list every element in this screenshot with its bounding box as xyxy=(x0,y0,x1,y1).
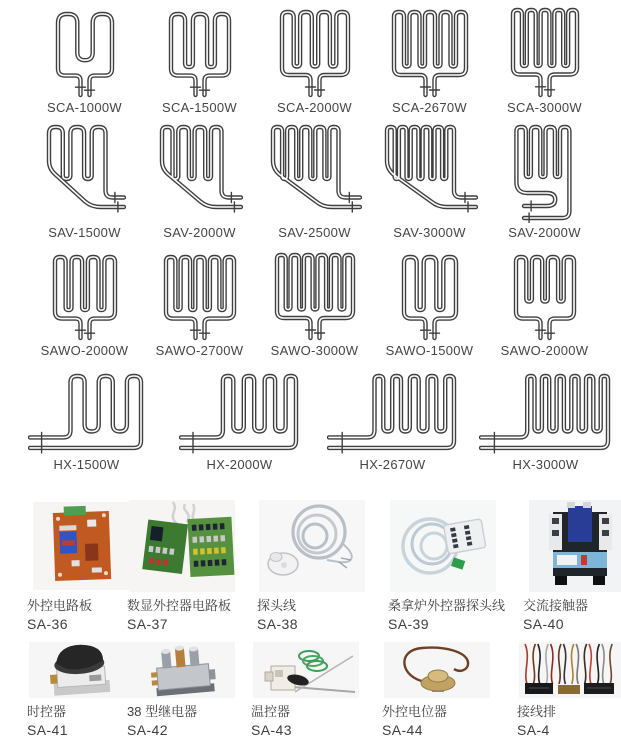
part-photo-sa-41 xyxy=(27,640,137,700)
heating-element-drawing xyxy=(479,371,613,455)
heating-element-drawing xyxy=(327,371,459,455)
model-label: SCA-1000W xyxy=(47,100,122,115)
model-label: SAV-2500W xyxy=(278,225,351,240)
part-photo-sa-37 xyxy=(127,498,237,594)
part-item-sa-40 xyxy=(523,498,620,638)
part-code-label: SA-39 xyxy=(388,615,429,632)
part-photo-sa-39 xyxy=(388,498,498,594)
part-item-sa-4 xyxy=(517,640,614,738)
heating-element-drawing xyxy=(162,253,238,341)
part-label xyxy=(523,598,588,633)
parts-row-2 xyxy=(0,640,621,736)
heating-element-drawing xyxy=(51,253,119,341)
part-code-label: SA-4 xyxy=(517,721,550,738)
model-label: HX-2670W xyxy=(359,457,426,472)
heater-item-sca-3000w xyxy=(487,6,602,115)
heater-row-hx xyxy=(0,358,621,472)
part-code-label: SA-44 xyxy=(382,721,423,738)
probe-cable-image xyxy=(257,498,367,594)
part-name-label: 交流接触器 xyxy=(523,598,589,613)
part-item-sa-37 xyxy=(127,498,257,638)
parts-section xyxy=(0,498,621,736)
part-photo-sa-42 xyxy=(127,640,237,700)
heater-item-sawo-3000w xyxy=(257,248,372,358)
part-name-label: 接线排 xyxy=(517,704,557,719)
part-label xyxy=(251,704,292,738)
wire-harness-image xyxy=(517,640,621,700)
part-item-sa-44 xyxy=(382,640,517,738)
heating-element-drawing xyxy=(157,123,243,223)
heating-element-drawing xyxy=(509,6,581,98)
heater-row-sawo xyxy=(0,240,621,358)
model-label: SAWO-3000W xyxy=(270,343,359,358)
model-label: HX-3000W xyxy=(512,457,579,472)
part-item-sa-41 xyxy=(27,640,127,738)
potentiometer-image xyxy=(382,640,492,700)
heater-item-sawo-2000w xyxy=(27,248,142,358)
heating-element-drawing xyxy=(273,251,357,341)
part-photo-sa-40 xyxy=(523,498,621,594)
part-item-sa-38 xyxy=(257,498,388,638)
model-label: SAWO-2700W xyxy=(155,343,244,358)
heater-item-sawo-2700w xyxy=(142,248,257,358)
heater-item-sav-1500w xyxy=(27,118,142,240)
heater-row-sca xyxy=(0,0,621,115)
part-name-label: 时控器 xyxy=(27,704,67,719)
thermostat-image xyxy=(251,640,361,700)
heating-element-drawing xyxy=(400,253,460,341)
heating-element-drawing xyxy=(278,8,352,98)
part-photo-sa-43 xyxy=(251,640,361,700)
part-code-label: SA-37 xyxy=(127,615,168,632)
model-label: SAWO-2000W xyxy=(500,343,589,358)
heating-element-drawing xyxy=(44,123,126,223)
part-label xyxy=(127,598,231,633)
heater-item-sca-1500w xyxy=(142,6,257,115)
heater-row-sav xyxy=(0,112,621,240)
board-green-image xyxy=(127,498,237,594)
heater-item-sav-2000w xyxy=(487,118,602,240)
heater-item-sca-1000w xyxy=(27,6,142,115)
part-name-label: 38 型继电器 xyxy=(127,704,198,719)
part-name-label: 外控电路板 xyxy=(27,598,93,613)
model-label: HX-1500W xyxy=(53,457,120,472)
part-code-label: SA-42 xyxy=(127,721,168,738)
part-label xyxy=(257,598,298,633)
heater-item-hx-2670w xyxy=(316,370,469,472)
heater-item-sawo-1500w xyxy=(372,248,487,358)
heater-item-sawo-2000w xyxy=(487,248,602,358)
heating-element-drawing xyxy=(167,10,233,98)
part-photo-sa-36 xyxy=(27,498,137,594)
model-label: SCA-2000W xyxy=(277,100,352,115)
model-label: SAV-3000W xyxy=(393,225,466,240)
part-code-label: SA-40 xyxy=(523,615,564,632)
part-name-label: 数显外控器电路板 xyxy=(127,598,232,613)
model-label: HX-2000W xyxy=(206,457,273,472)
model-label: SAWO-1500W xyxy=(385,343,474,358)
controller-cable-image xyxy=(388,498,498,594)
part-photo-sa-38 xyxy=(257,498,367,594)
part-photo-sa-44 xyxy=(382,640,492,700)
heating-element-drawing xyxy=(512,253,578,341)
model-label: SAV-2000W xyxy=(163,225,236,240)
part-code-label: SA-41 xyxy=(27,721,68,738)
model-label: SCA-1500W xyxy=(162,100,237,115)
part-label xyxy=(388,598,505,633)
part-name-label: 桑拿炉外控器探头线 xyxy=(388,598,506,613)
relay-image xyxy=(127,640,237,700)
heating-element-drawing xyxy=(268,123,362,223)
part-label xyxy=(127,704,197,738)
heating-element-drawing xyxy=(382,123,478,223)
heating-element-drawing xyxy=(503,123,587,223)
heating-element-drawing xyxy=(390,8,470,98)
part-name-label: 探头线 xyxy=(257,598,297,613)
heater-item-hx-2000w xyxy=(163,370,316,472)
parts-row-1 xyxy=(0,498,621,638)
heater-item-sca-2000w xyxy=(257,6,372,115)
heating-element-drawing xyxy=(179,371,301,455)
part-photo-sa-4 xyxy=(517,640,621,700)
part-item-sa-39 xyxy=(388,498,523,638)
part-code-label: SA-36 xyxy=(27,615,68,632)
heater-item-sav-2000w xyxy=(142,118,257,240)
part-code-label: SA-38 xyxy=(257,615,298,632)
heater-item-sca-2670w xyxy=(372,6,487,115)
part-label xyxy=(27,704,68,738)
contactor-image xyxy=(523,498,621,594)
part-item-sa-43 xyxy=(251,640,382,738)
heater-item-hx-1500w xyxy=(10,370,163,472)
part-name-label: 外控电位器 xyxy=(382,704,448,719)
part-item-sa-36 xyxy=(27,498,127,638)
heater-item-sav-2500w xyxy=(257,118,372,240)
heater-item-hx-3000w xyxy=(469,370,621,472)
model-label: SAV-2000W xyxy=(508,225,581,240)
heating-element-drawing xyxy=(54,10,116,98)
heating-element-drawing xyxy=(28,371,146,455)
timer-image xyxy=(27,640,137,700)
model-label: SAWO-2000W xyxy=(40,343,129,358)
part-name-label: 温控器 xyxy=(251,704,291,719)
heater-item-sav-3000w xyxy=(372,118,487,240)
model-label: SCA-3000W xyxy=(507,100,582,115)
part-label xyxy=(517,704,556,738)
part-code-label: SA-43 xyxy=(251,721,292,738)
model-label: SAV-1500W xyxy=(48,225,121,240)
part-label xyxy=(27,598,92,633)
part-label xyxy=(382,704,447,738)
board-orange-image xyxy=(27,498,137,594)
model-label: SCA-2670W xyxy=(392,100,467,115)
part-item-sa-42 xyxy=(127,640,251,738)
